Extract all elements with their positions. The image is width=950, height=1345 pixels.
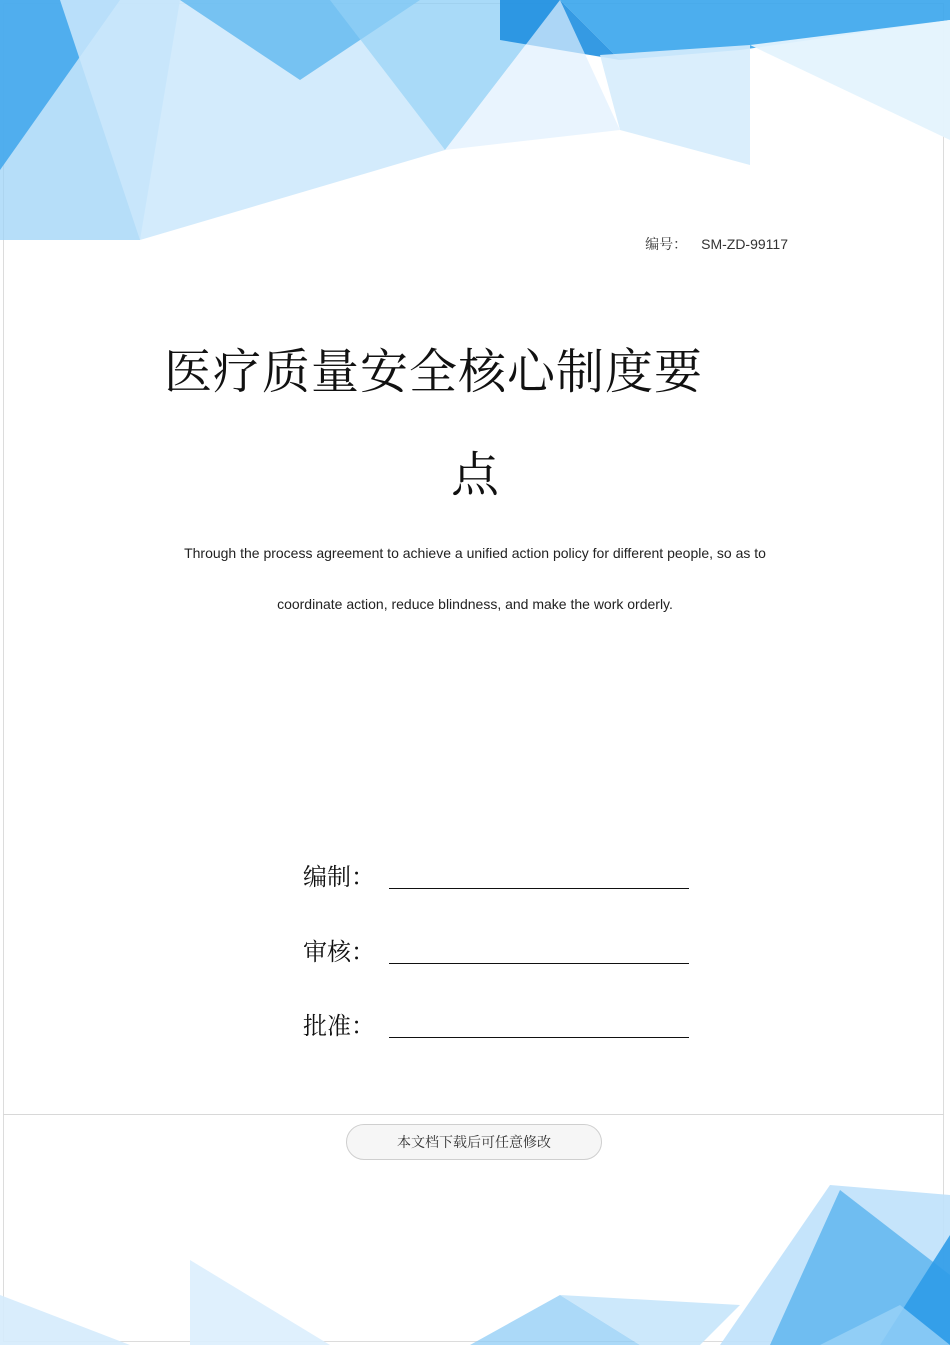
signature-row-approved — [303, 1004, 689, 1038]
document-number-value: SM-ZD-99117 — [701, 236, 788, 252]
editable-note-text: 本文档下载后可任意修改 — [397, 1135, 551, 1151]
document-subtitle-line-1: Through the process agreement to achieve a unified action policy for different people, so as to — [184, 545, 766, 561]
top-decoration-graphic — [0, 0, 950, 250]
document-title-line-2: 点 — [450, 447, 499, 503]
signature-label: 批准： — [303, 1012, 375, 1040]
document-subtitle-line-2: coordinate action, reduce blindness, and make the work orderly. — [277, 596, 673, 612]
document-number-label: 编号： — [645, 237, 688, 253]
editable-note-badge — [346, 1124, 602, 1160]
footer-divider — [3, 1114, 944, 1115]
bottom-decoration-graphic — [0, 1175, 950, 1345]
signature-line — [389, 1009, 689, 1038]
signature-line — [389, 860, 689, 889]
document-title-line-1: 医疗质量安全核心制度要 — [164, 344, 704, 400]
signature-label: 编制： — [303, 863, 375, 891]
signature-label: 审核： — [303, 938, 375, 966]
document-number — [645, 234, 788, 254]
signature-row-compiled — [303, 855, 689, 889]
signature-row-reviewed — [303, 930, 689, 964]
signature-line — [389, 935, 689, 964]
